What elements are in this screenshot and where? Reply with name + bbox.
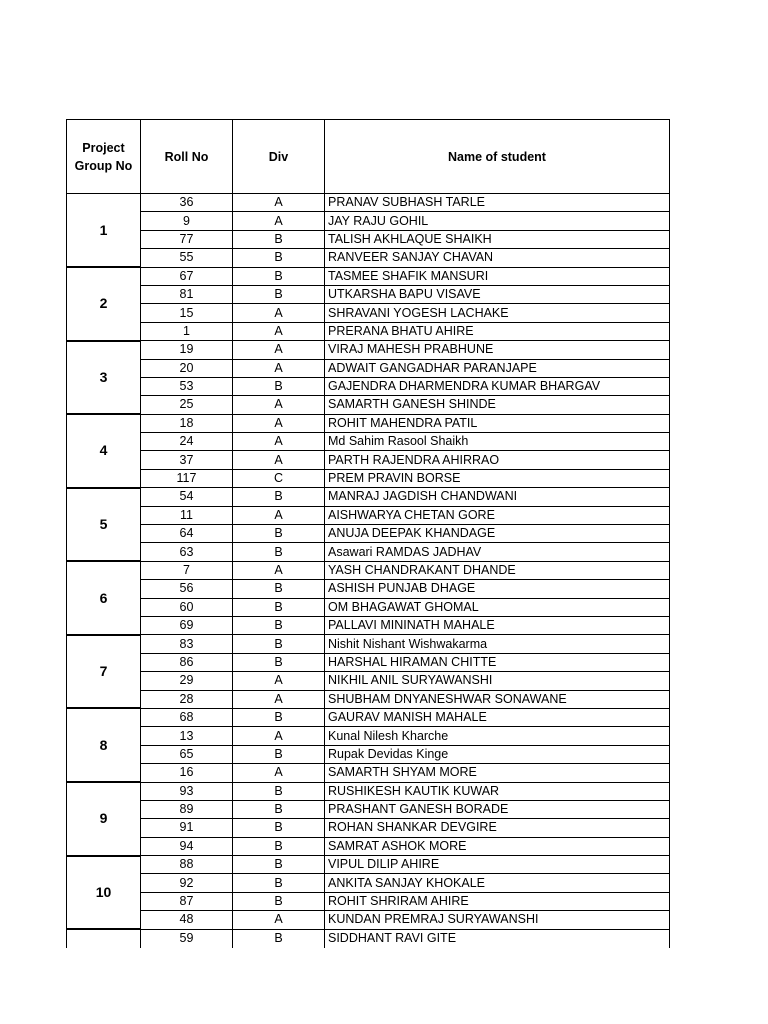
roll-no-cell: 48 [141,911,233,929]
table-row [67,874,670,892]
table-row [67,745,670,763]
student-name-cell: KUNDAN PREMRAJ SURYAWANSHI [325,911,670,929]
student-name-cell: SAMARTH GANESH SHINDE [325,396,670,414]
div-cell: A [233,322,325,340]
table-row [67,212,670,230]
group-number-cell: 8 [67,708,141,782]
group-number-cell: 5 [67,488,141,562]
roll-no-cell: 18 [141,414,233,432]
div-cell: B [233,598,325,616]
roll-no-cell: 86 [141,653,233,671]
table-row [67,396,670,414]
header-student-name: Name of student [325,120,670,194]
table-row [67,616,670,634]
roll-no-cell: 7 [141,561,233,579]
roll-no-cell: 15 [141,304,233,322]
student-name-cell: HARSHAL HIRAMAN CHITTE [325,653,670,671]
student-name-cell: PRANAV SUBHASH TARLE [325,194,670,212]
table-row [67,322,670,340]
table-row [67,249,670,267]
div-cell: B [233,800,325,818]
header-div: Div [233,120,325,194]
roll-no-cell: 36 [141,194,233,212]
student-name-cell: SAMRAT ASHOK MORE [325,837,670,855]
roll-no-cell: 92 [141,874,233,892]
student-name-cell: Rupak Devidas Kinge [325,745,670,763]
student-name-cell: ANUJA DEEPAK KHANDAGE [325,525,670,543]
roll-no-cell: 83 [141,635,233,653]
div-cell: A [233,911,325,929]
header-row [67,120,670,194]
table-row [67,708,670,726]
roll-no-cell: 60 [141,598,233,616]
roll-no-cell: 19 [141,341,233,359]
roll-no-cell: 69 [141,616,233,634]
student-name-cell: ROHAN SHANKAR DEVGIRE [325,819,670,837]
table-row [67,230,670,248]
student-group-table [66,119,670,948]
roll-no-cell: 68 [141,708,233,726]
roll-no-cell: 65 [141,745,233,763]
header-group-no: Project Group No [67,120,141,194]
div-cell: C [233,469,325,487]
div-cell: B [233,616,325,634]
div-cell: B [233,782,325,800]
group-number-cell: 4 [67,414,141,488]
div-cell: B [233,230,325,248]
div-cell: B [233,267,325,285]
student-name-cell: NIKHIL ANIL SURYAWANSHI [325,672,670,690]
student-name-cell: OM BHAGAWAT GHOMAL [325,598,670,616]
div-cell: B [233,837,325,855]
roll-no-cell: 16 [141,764,233,782]
table-row [67,856,670,874]
student-name-cell: GAJENDRA DHARMENDRA KUMAR BHARGAV [325,377,670,395]
roll-no-cell: 91 [141,819,233,837]
roll-no-cell: 24 [141,433,233,451]
div-cell: A [233,359,325,377]
table-row [67,285,670,303]
student-name-cell: PRERANA BHATU AHIRE [325,322,670,340]
div-cell: A [233,451,325,469]
table-row [67,194,670,212]
student-name-cell: ROHIT MAHENDRA PATIL [325,414,670,432]
roll-no-cell: 54 [141,488,233,506]
group-number-cell: 1 [67,194,141,268]
table-row [67,543,670,561]
roll-no-cell: 55 [141,249,233,267]
student-name-cell: ROHIT SHRIRAM AHIRE [325,892,670,910]
roll-no-cell: 13 [141,727,233,745]
table-row [67,727,670,745]
group-number-cell: 2 [67,267,141,341]
roll-no-cell: 53 [141,377,233,395]
table-row [67,525,670,543]
table-row [67,451,670,469]
roll-no-cell: 94 [141,837,233,855]
roll-no-cell: 88 [141,856,233,874]
div-cell: B [233,745,325,763]
div-cell: B [233,285,325,303]
table-row [67,598,670,616]
table-row [67,892,670,910]
roll-no-cell: 64 [141,525,233,543]
student-name-cell: PALLAVI MININATH MAHALE [325,616,670,634]
student-name-cell: MANRAJ JAGDISH CHANDWANI [325,488,670,506]
table-row [67,819,670,837]
student-name-cell: PARTH RAJENDRA AHIRRAO [325,451,670,469]
table-row [67,911,670,929]
student-name-cell: VIRAJ MAHESH PRABHUNE [325,341,670,359]
roll-no-cell: 87 [141,892,233,910]
table-row [67,690,670,708]
roll-no-cell: 77 [141,230,233,248]
group-number-cell [67,929,141,947]
div-cell: B [233,543,325,561]
table-row [67,433,670,451]
div-cell: A [233,396,325,414]
student-name-cell: AISHWARYA CHETAN GORE [325,506,670,524]
student-name-cell: Kunal Nilesh Kharche [325,727,670,745]
table-row [67,764,670,782]
div-cell: B [233,892,325,910]
roll-no-cell: 28 [141,690,233,708]
table-row [67,672,670,690]
table-row [67,377,670,395]
roll-no-cell: 37 [141,451,233,469]
student-name-cell: Nishit Nishant Wishwakarma [325,635,670,653]
roll-no-cell: 89 [141,800,233,818]
student-name-cell: SHRAVANI YOGESH LACHAKE [325,304,670,322]
div-cell: B [233,635,325,653]
div-cell: B [233,377,325,395]
table-row [67,304,670,322]
roll-no-cell: 1 [141,322,233,340]
div-cell: A [233,690,325,708]
student-name-cell: RANVEER SANJAY CHAVAN [325,249,670,267]
table-row [67,267,670,285]
student-name-cell: ANKITA SANJAY KHOKALE [325,874,670,892]
student-name-cell: SAMARTH SHYAM MORE [325,764,670,782]
table-row [67,800,670,818]
student-name-cell: Md Sahim Rasool Shaikh [325,433,670,451]
table-row [67,929,670,947]
table-row [67,635,670,653]
table-row [67,653,670,671]
div-cell: A [233,506,325,524]
student-name-cell: VIPUL DILIP AHIRE [325,856,670,874]
table-body [67,194,670,948]
div-cell: B [233,488,325,506]
student-name-cell: SIDDHANT RAVI GITE [325,929,670,947]
student-name-cell: ADWAIT GANGADHAR PARANJAPE [325,359,670,377]
div-cell: B [233,525,325,543]
student-name-cell: PRASHANT GANESH BORADE [325,800,670,818]
roll-no-cell: 56 [141,580,233,598]
table-row [67,341,670,359]
group-number-cell: 3 [67,341,141,415]
student-name-cell: TASMEE SHAFIK MANSURI [325,267,670,285]
roll-no-cell: 25 [141,396,233,414]
div-cell: B [233,653,325,671]
student-name-cell: JAY RAJU GOHIL [325,212,670,230]
student-name-cell: UTKARSHA BAPU VISAVE [325,285,670,303]
div-cell: A [233,727,325,745]
div-cell: A [233,341,325,359]
div-cell: A [233,212,325,230]
student-name-cell: PREM PRAVIN BORSE [325,469,670,487]
student-name-cell: Asawari RAMDAS JADHAV [325,543,670,561]
div-cell: B [233,580,325,598]
table-row [67,561,670,579]
group-number-cell: 9 [67,782,141,856]
roll-no-cell: 81 [141,285,233,303]
div-cell: B [233,929,325,947]
div-cell: A [233,561,325,579]
div-cell: A [233,433,325,451]
div-cell: A [233,672,325,690]
table-row [67,580,670,598]
student-name-cell: SHUBHAM DNYANESHWAR SONAWANE [325,690,670,708]
div-cell: A [233,414,325,432]
roll-no-cell: 93 [141,782,233,800]
div-cell: A [233,304,325,322]
roll-no-cell: 29 [141,672,233,690]
table-row [67,837,670,855]
table-row [67,506,670,524]
table-row [67,469,670,487]
group-number-cell: 6 [67,561,141,635]
div-cell: A [233,194,325,212]
roll-no-cell: 9 [141,212,233,230]
div-cell: B [233,874,325,892]
div-cell: B [233,819,325,837]
header-roll-no: Roll No [141,120,233,194]
div-cell: A [233,764,325,782]
table-row [67,414,670,432]
div-cell: B [233,856,325,874]
group-number-cell: 7 [67,635,141,709]
table-row [67,488,670,506]
roll-no-cell: 63 [141,543,233,561]
roll-no-cell: 59 [141,929,233,947]
table-row [67,782,670,800]
student-name-cell: TALISH AKHLAQUE SHAIKH [325,230,670,248]
student-name-cell: ASHISH PUNJAB DHAGE [325,580,670,598]
student-name-cell: RUSHIKESH KAUTIK KUWAR [325,782,670,800]
table-row [67,359,670,377]
group-number-cell: 10 [67,856,141,930]
student-name-cell: GAURAV MANISH MAHALE [325,708,670,726]
roll-no-cell: 20 [141,359,233,377]
div-cell: B [233,249,325,267]
roll-no-cell: 67 [141,267,233,285]
student-name-cell: YASH CHANDRAKANT DHANDE [325,561,670,579]
roll-no-cell: 11 [141,506,233,524]
div-cell: B [233,708,325,726]
roll-no-cell: 117 [141,469,233,487]
